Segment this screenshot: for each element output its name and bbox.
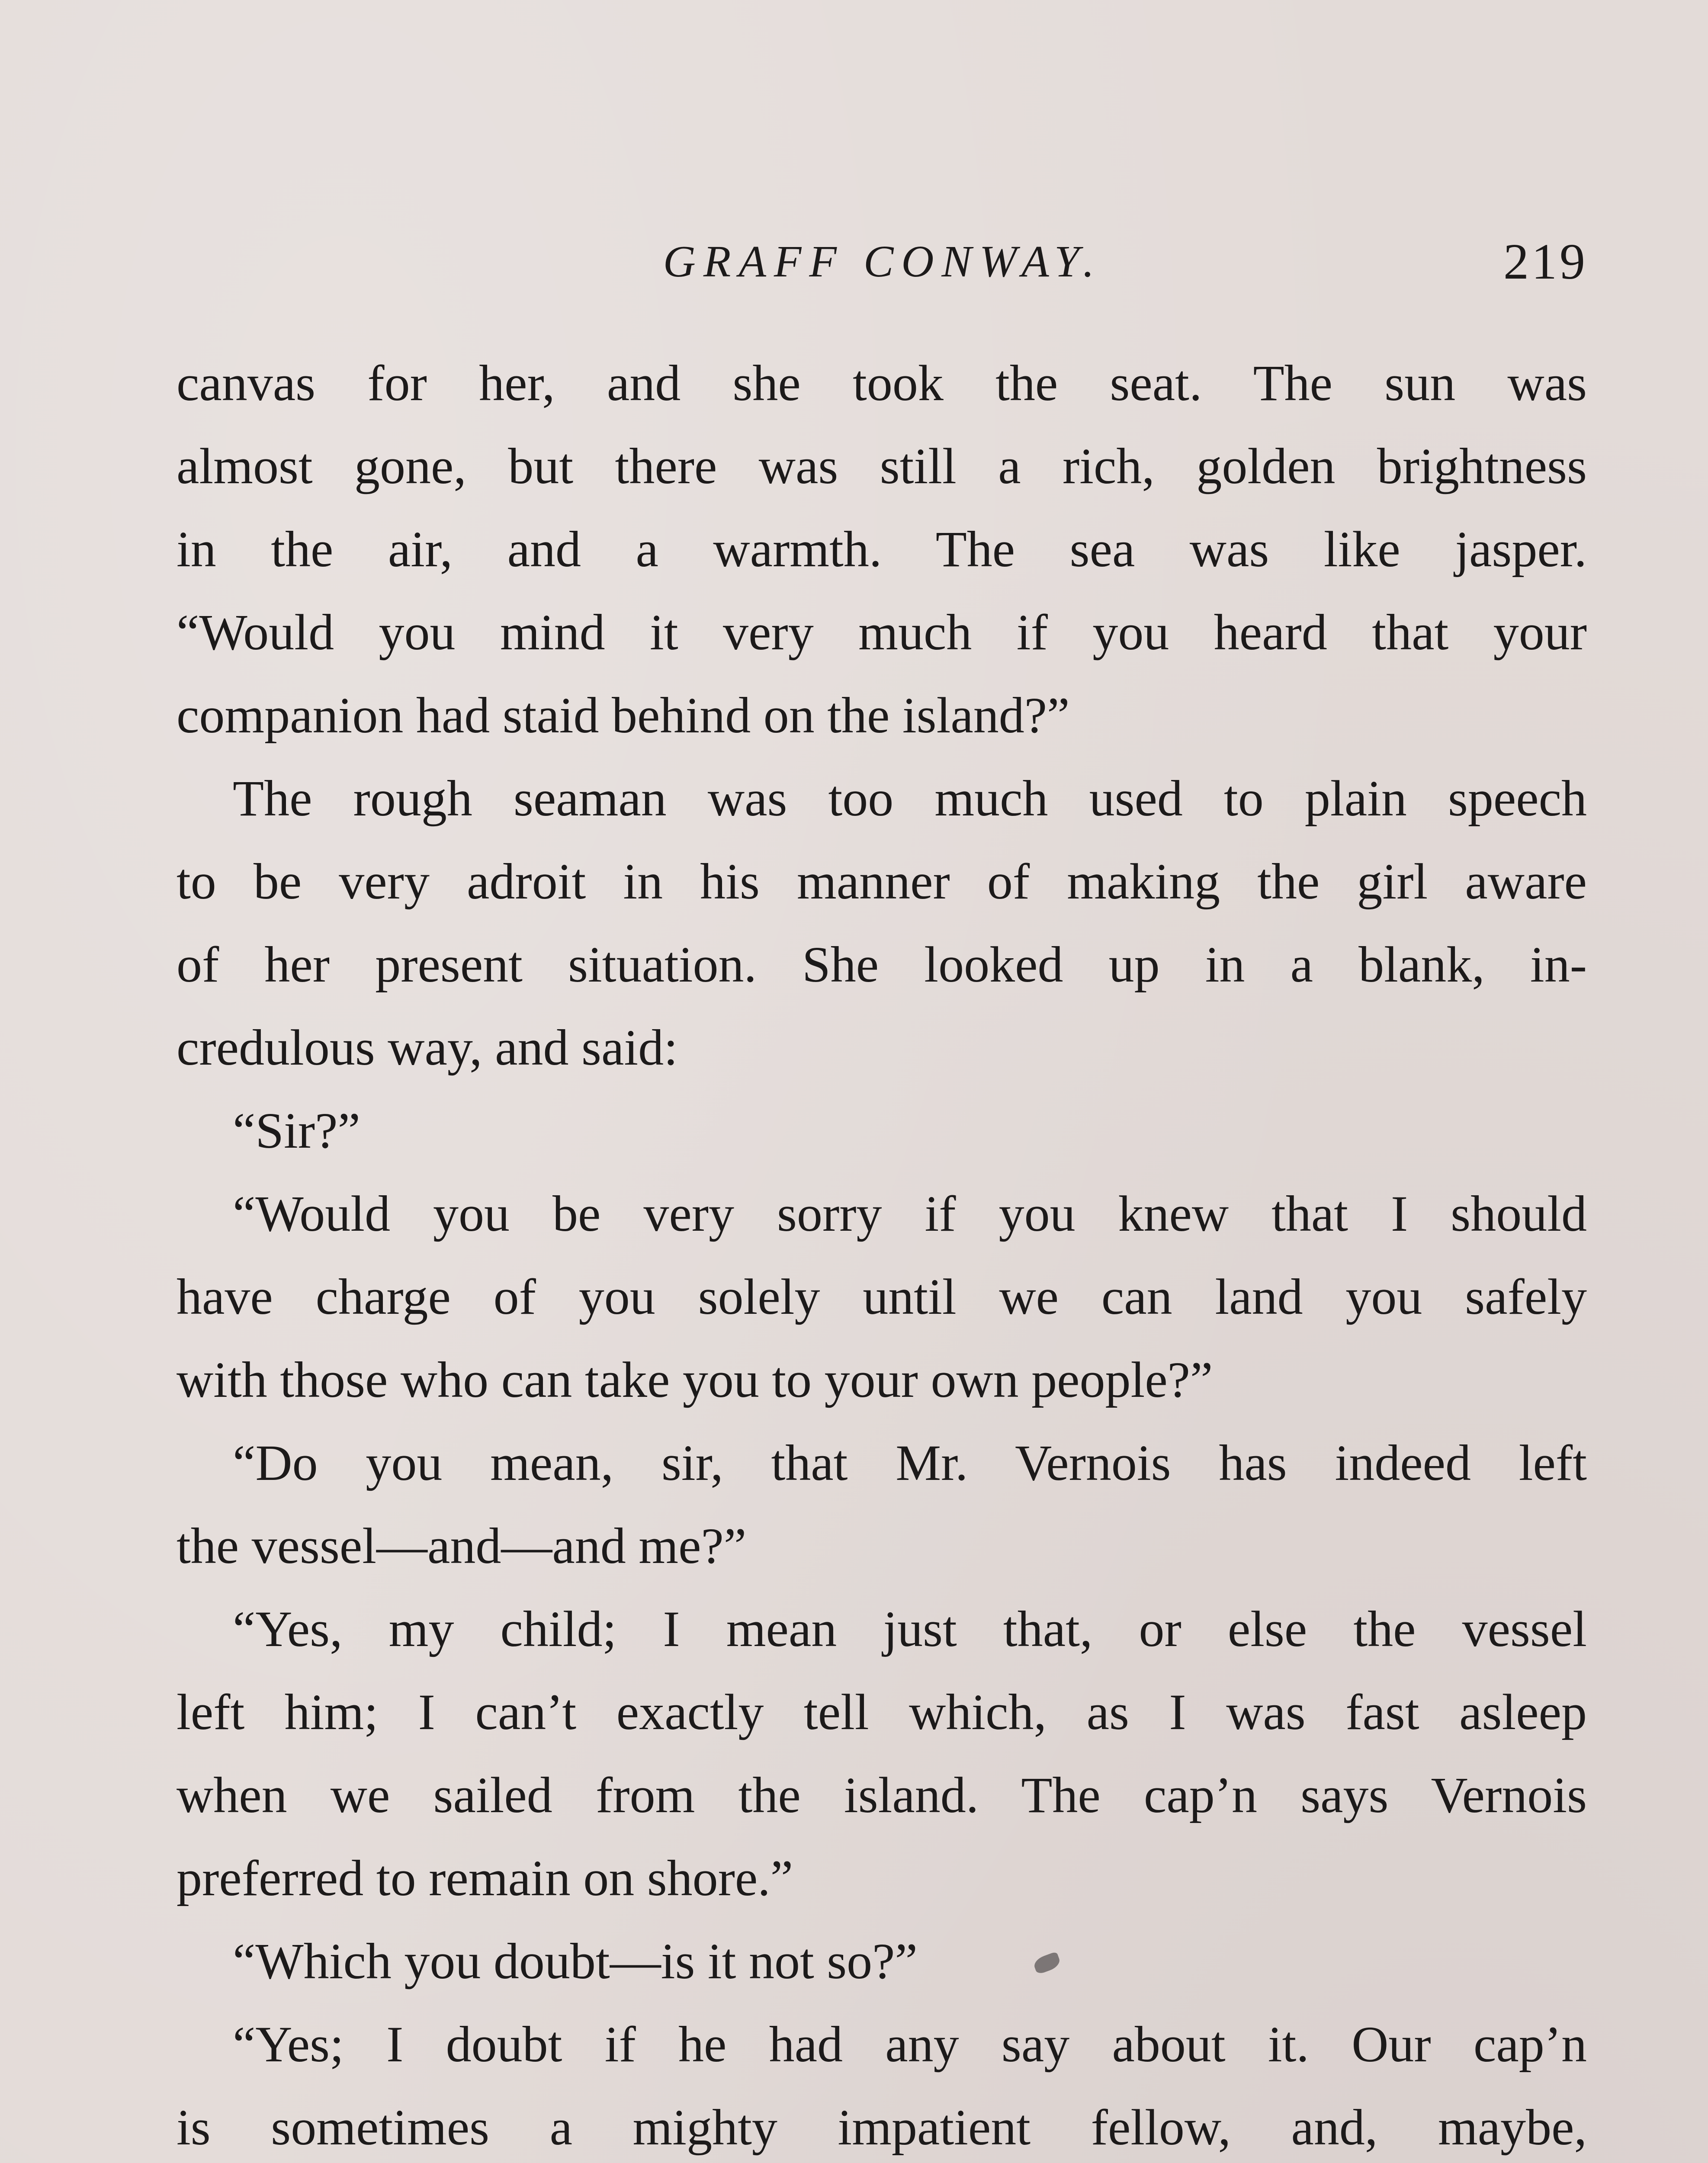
text-line: “Would you be very sorry if you knew that I should: [233, 1185, 1587, 1242]
text-line: in the air, and a warmth. The sea was like jasper.: [177, 521, 1587, 578]
text-line: companion had staid behind on the island?”: [177, 687, 1070, 744]
text-line: left him; I can’t exactly tell which, as I was fast asleep: [177, 1684, 1587, 1740]
text-line: “Yes, my child; I mean just that, or else the vessel: [233, 1601, 1587, 1657]
running-title: GRAFF CONWAY.: [663, 237, 1102, 286]
text-line: of her present situation. She looked up in a blank, in-: [177, 936, 1587, 993]
body-text: [177, 342, 1587, 2163]
text-line: canvas for her, and she took the seat. The sun was: [177, 355, 1587, 411]
text-line: have charge of you solely until we can land you safely: [177, 1268, 1587, 1325]
text-line: The rough seaman was too much used to plain speech: [233, 770, 1587, 827]
paragraph: [177, 2003, 1587, 2163]
text-line: with those who can take you to your own people?”: [177, 1351, 1213, 1408]
text-line: is sometimes a mighty impatient fellow, and, maybe,: [177, 2099, 1587, 2156]
paragraph: [177, 1422, 1587, 1588]
text-line: “Sir?”: [233, 1102, 360, 1159]
paragraph: [177, 1172, 1587, 1422]
text-line: credulous way, and said:: [177, 1019, 678, 1076]
text-line: almost gone, but there was still a rich, golden brightness: [177, 438, 1587, 494]
paragraph: [177, 342, 1587, 757]
paragraph: [177, 757, 1587, 1089]
paragraph: [177, 1089, 1587, 1172]
text-line: “Would you mind it very much if you heard that your: [177, 604, 1587, 661]
paragraph: [177, 1920, 1587, 2003]
paragraph: [177, 1588, 1587, 1920]
running-head: [177, 229, 1588, 294]
text-line: preferred to remain on shore.”: [177, 1850, 793, 1906]
page-number: 219: [1503, 233, 1588, 290]
text-line: “Which you doubt—is it not so?”: [233, 1933, 918, 1990]
text-line: “Do you mean, sir, that Mr. Vernois has indeed left: [233, 1435, 1587, 1491]
text-line: when we sailed from the island. The cap’n says Vernois: [177, 1767, 1587, 1823]
text-line: “Yes; I doubt if he had any say about it. Our cap’n: [233, 2016, 1587, 2073]
text-line: the vessel—and—and me?”: [177, 1518, 747, 1574]
text-line: to be very adroit in his manner of making the girl aware: [177, 853, 1587, 910]
